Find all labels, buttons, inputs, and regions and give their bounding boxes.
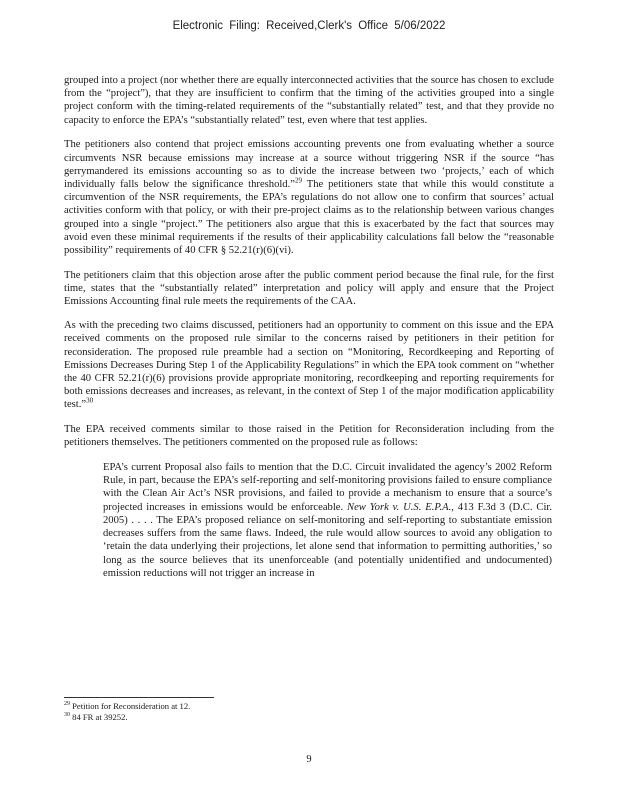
footnote-29-number: 29 <box>64 701 70 708</box>
footnote-29 <box>64 701 364 712</box>
footnote-30-text: 84 FR at 39252. <box>70 712 128 722</box>
paragraph-2 <box>64 138 554 257</box>
block-quote-text-b: , 413 F.3d 3 (D.C. Cir. 2005) . . . . The EPA’s proposed reliance on self-monitoring and self-reporting to substantiate emission decreases suffers from the same flaws. Indeed, the rule would allow sources to avoid any obligation to ‘retain the data underlying their projections, let alone send that information to permitting authorities,’ so long as the source believes that its unenforceable (and potentially unidentified and undocumented) emission reductions will not trigger an increase in <box>103 501 552 579</box>
footnote-divider <box>64 697 214 698</box>
page-number: 9 <box>306 754 312 765</box>
paragraph-4-text: As with the preceding two claims discussed, petitioners had an opportunity to comment on this issue and the EPA received comments on the proposed rule similar to the concerns raised by petitioners in their petition for reconsideration. The proposed rule preamble had a section on “Monitoring, Recordkeeping and Reporting of Emissions Decreases During Step 1 of the Applicability Regulations” in which the EPA took comment on “whether the 40 CFR 52.21(r)(6) provisions provide appropriate monitoring, recordkeeping and reporting requirements for both emissions decreases and increases, as relevant, in the context of Step 1 of the major modification applicability test.” <box>64 320 554 411</box>
paragraph-2-text-b: The petitioners state that while this would constitute a circumvention of the NSR requirements, the EPA’s regulations do not allow one to confirm that sources’ actual activities conform with that policy, or with their pre-project claims as to the relationship between various changes grouped into a single “project.” The petitioners also argue that this is exacerbated by the fact that sources may avoid even these minimal requirements if the results of their applicability calculations fall below the “reasonable possibility” requirements of 40 CFR § 52.21(r)(6)(vi). <box>64 178 555 256</box>
paragraph-3: The petitioners claim that this objection arose after the public comment period because the final rule, for the first time, states that the “substantially related” interpretation and policy will apply and ensure that the Project Emissions Accounting final rule meets the requirements of the CAA. <box>64 269 554 308</box>
paragraph-4 <box>64 319 554 411</box>
footnote-ref-29: 29 <box>294 176 302 185</box>
document-body <box>64 74 554 580</box>
footnote-30 <box>64 712 364 723</box>
footnote-30-number: 30 <box>64 712 70 719</box>
paragraph-2-text-a: The petitioners also contend that project emissions accounting prevents one from evaluating whether a source circumvents NSR because emissions may increase at a source without triggering NSR if the source “has gerrymandered its emissions accounting so as to divide the increase between two ‘projects,’ each of which individually falls below the significance threshold.” <box>64 139 554 190</box>
block-quote <box>103 461 552 580</box>
footnote-29-text: Petition for Reconsideration at 12. <box>70 701 191 711</box>
filing-stamp-header: Electronic Filing: Received,Clerk's Office 5/06/2022 <box>172 20 446 32</box>
paragraph-1: grouped into a project (nor whether there are equally interconnected activities that the source has chosen to exclude from the “project”), that they are insufficient to confirm that the timing of the activities grouped into a single project conform with the timing-related requirements of the “substantially related” test, and that they provide no capacity to enforce the EPA’s “substantially related” test, even where that test applies. <box>64 75 554 126</box>
paragraph-5: The EPA received comments similar to those raised in the Petition for Reconsideration including from the petitioners themselves. The petitioners commented on the proposed rule as follows: <box>64 424 554 449</box>
case-citation: New York v. U.S. E.P.A. <box>347 501 452 513</box>
block-quote-text-a: EPA’s current Proposal also fails to mention that the D.C. Circuit invalidated the agency’s 2002 Reform Rule, in part, because the EPA’s self-reporting and self-monitoring provisions failed to ensure compliance with the Clean Air Act’s NSR provisions, and failed to provide a mechanism to ensure that a source’s projected increases in emissions would be enforceable. <box>103 462 552 513</box>
footnotes <box>64 701 364 723</box>
footnote-ref-30: 30 <box>86 396 94 405</box>
